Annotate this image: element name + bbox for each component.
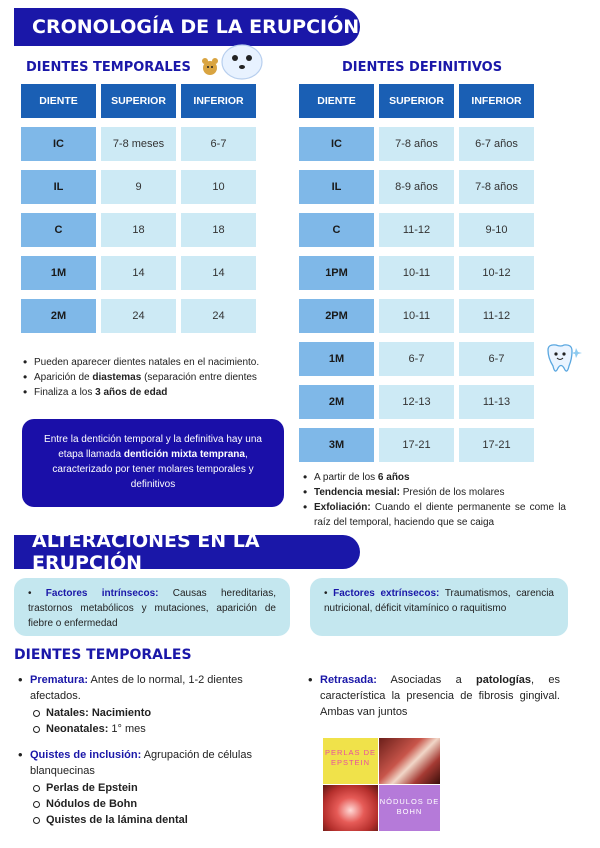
table-cell: 11-13	[459, 385, 534, 419]
table-row	[299, 127, 534, 161]
list-item-prematura: • Prematura: Antes de lo normal, 1-2 dientes afectados. Natales: Nacimiento Neonatales: 1° mes	[16, 672, 278, 737]
row-header: 1M	[21, 256, 96, 290]
row-header: 3M	[299, 428, 374, 462]
table-row	[299, 428, 534, 462]
row-header: 2M	[21, 299, 96, 333]
col-header: SUPERIOR	[101, 84, 176, 118]
list-item: • Aparición de diastemas (separación entre dientes	[22, 370, 294, 385]
list-item: • Finaliza a los 3 años de edad	[22, 385, 294, 400]
sublist-item: Perlas de Epstein	[30, 780, 278, 796]
list-alteraciones-derecha	[306, 672, 560, 720]
table-row	[21, 127, 256, 161]
table-cell: 18	[101, 213, 176, 247]
row-header: IC	[299, 127, 374, 161]
list-item: • Exfoliación: Cuando el diente permanente se come la raíz del temporal, haciendo que se caiga	[302, 500, 566, 530]
table-cell: 14	[101, 256, 176, 290]
subtitle-definitivos: DIENTES DEFINITIVOS	[342, 60, 503, 75]
table-row	[299, 213, 534, 247]
table-dientes-definitivos	[294, 75, 539, 471]
list-item-quistes: • Quistes de inclusión: Agrupación de células blanquecinas Perlas de Epstein Nódulos de Bohn Quistes de la lámina dental	[16, 747, 278, 828]
row-header: 1PM	[299, 256, 374, 290]
box-factores-extrinsecos: • Factores extrínsecos: Traumatismos, carencia nutricional, déficit vitamínico o raquitismo	[310, 578, 568, 636]
col-header: INFERIOR	[181, 84, 256, 118]
table-cell: 17-21	[459, 428, 534, 462]
table-cell: 11-12	[459, 299, 534, 333]
table-cell: 10-12	[459, 256, 534, 290]
sublist-item: Natales: Nacimiento	[30, 705, 278, 721]
table-cell: 24	[181, 299, 256, 333]
row-header: 2M	[299, 385, 374, 419]
table-row	[21, 213, 256, 247]
table-cell: 7-8 meses	[101, 127, 176, 161]
table-cell: 12-13	[379, 385, 454, 419]
info-box-denticion-mixta: Entre la dentición temporal y la definitiva hay una etapa llamada dentición mixta temprana, caracterizado por tener molares temporales y definitivos	[22, 419, 284, 507]
sublist-item: Quistes de la lámina dental	[30, 812, 278, 828]
table-row	[299, 342, 534, 376]
table-dientes-temporales	[16, 75, 261, 342]
box-factores-intrinsecos: • Factores intrínsecos: Causas hereditarias, trastornos metabólicos y mutaciones, aparición de fiebre o enfermedad	[14, 578, 290, 636]
table-cell: 6-7	[181, 127, 256, 161]
list-item-retrasada: • Retrasada: Asociadas a patologías, es característica la presencia de fibrosis gingival. Ambas van juntos	[306, 672, 560, 720]
table-cell: 10-11	[379, 299, 454, 333]
col-header: INFERIOR	[459, 84, 534, 118]
table-cell: 10	[181, 170, 256, 204]
row-header: 2PM	[299, 299, 374, 333]
table-row	[21, 256, 256, 290]
table-row	[21, 170, 256, 204]
table-cell: 9	[101, 170, 176, 204]
photo-open-mouth	[323, 785, 378, 831]
section-title-alteraciones: ALTERACIONES EN LA ERUPCIÓN	[14, 535, 360, 569]
sublist-item: Nódulos de Bohn	[30, 796, 278, 812]
table-row	[299, 299, 534, 333]
table-cell: 7-8 años	[459, 170, 534, 204]
section-title-cronologia: CRONOLOGÍA DE LA ERUPCIÓN	[14, 8, 360, 46]
col-header: SUPERIOR	[379, 84, 454, 118]
col-header: DIENTE	[299, 84, 374, 118]
list-alteraciones-izquierda	[16, 672, 278, 828]
row-header: C	[299, 213, 374, 247]
notes-temporales	[22, 355, 294, 400]
table-row	[299, 385, 534, 419]
table-cell: 9-10	[459, 213, 534, 247]
table-cell: 24	[101, 299, 176, 333]
table-cell: 6-7 años	[459, 127, 534, 161]
photo-mouth-closeup	[379, 738, 440, 784]
row-header: IC	[21, 127, 96, 161]
sublist-item: Neonatales: 1° mes	[30, 721, 278, 737]
notes-definitivos	[302, 470, 566, 530]
table-cell: 6-7	[379, 342, 454, 376]
table-cell: 18	[181, 213, 256, 247]
row-header: C	[21, 213, 96, 247]
subtitle-temporales: DIENTES TEMPORALES	[26, 60, 191, 75]
list-item: • Tendencia mesial: Presión de los molares	[302, 485, 566, 500]
table-cell: 7-8 años	[379, 127, 454, 161]
table-cell: 10-11	[379, 256, 454, 290]
table-cell: 11-12	[379, 213, 454, 247]
row-header: IL	[299, 170, 374, 204]
tooth-mascot-small-icon	[540, 342, 584, 380]
list-item: • A partir de los 6 años	[302, 470, 566, 485]
row-header: 1M	[299, 342, 374, 376]
photo-perlas-de-epstein: PERLAS DE EPSTEIN	[323, 738, 378, 784]
photo-nodulos-de-bohn: NÓDULOS DE BOHN	[379, 785, 440, 831]
table-row	[299, 256, 534, 290]
table-row	[299, 170, 534, 204]
table-cell: 6-7	[459, 342, 534, 376]
list-item: • Pueden aparecer dientes natales en el nacimiento.	[22, 355, 294, 370]
subtitle-alteraciones-temporales: DIENTES TEMPORALES	[14, 647, 192, 663]
table-cell: 14	[181, 256, 256, 290]
col-header: DIENTE	[21, 84, 96, 118]
row-header: IL	[21, 170, 96, 204]
table-cell: 17-21	[379, 428, 454, 462]
table-cell: 8-9 años	[379, 170, 454, 204]
table-row	[21, 299, 256, 333]
